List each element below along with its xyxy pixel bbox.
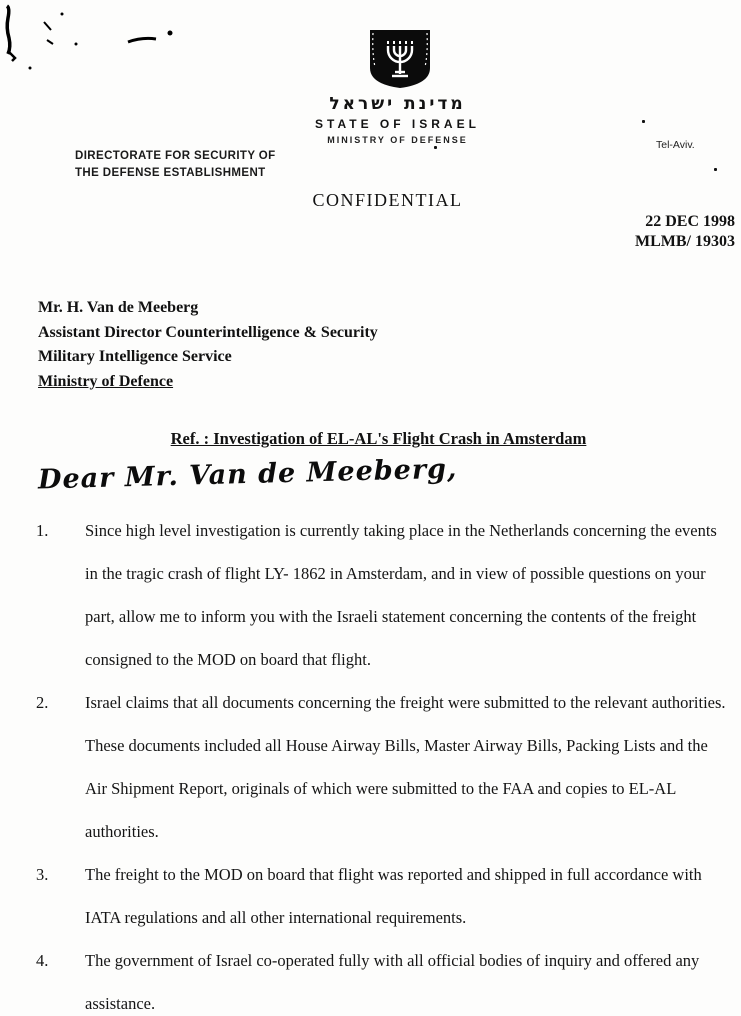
ministry-of-defense-line: MINISTRY OF DEFENSE (327, 135, 468, 145)
paragraph-4 (33, 939, 730, 1016)
addressee-title: Assistant Director Counterintelligence & Security (38, 323, 378, 341)
classification-label: CONFIDENTIAL (312, 190, 463, 210)
israel-menorah-emblem-icon (366, 26, 434, 97)
paragraph-1 (33, 509, 730, 681)
letter-date: 22 DEC 1998 (645, 213, 735, 230)
state-of-israel-line: STATE OF ISRAEL (315, 117, 480, 131)
directorate-line-1: DIRECTORATE FOR SECURITY OF (75, 150, 276, 162)
directorate-block (75, 148, 276, 182)
handwritten-salutation: Dear Mr. Van de Meeberg, (37, 453, 458, 496)
reference-number: MLMB/ 19303 (635, 233, 735, 250)
subject-line: Ref. : Investigation of EL-AL's Flight Crash in Amsterdam (170, 429, 587, 448)
paragraph-text: Israel claims that all documents concerning the freight were submitted to the relevant authorities. These documents included all House Airway Bills, Master Airway Bills, Packing Lists and the Air Shipment Report, originals of which were submitted to the FAA and copies to EL-AL authorities. (85, 693, 726, 841)
paragraph-number: 3. (36, 865, 49, 884)
paragraph-2 (33, 681, 730, 853)
paragraph-text: The freight to the MOD on board that flight was reported and shipped in full accordance with IATA regulations and all other international requirements. (85, 865, 702, 927)
addressee-org: Military Intelligence Service (38, 348, 232, 365)
paragraph-text: Since high level investigation is currently taking place in the Netherlands concerning the events in the tragic crash of flight LY- 1862 in Amsterdam, and in view of possible questions on your part, allow me to inform you with the Israeli statement concerning the contents of the freight consigned to the MOD on board that flight. (85, 521, 717, 669)
hebrew-state-title: מדינת ישראל (329, 94, 466, 114)
paragraph-number: 4. (36, 951, 49, 970)
scribble-marks-icon (0, 0, 210, 80)
scan-artifacts (0, 0, 210, 85)
paragraph-text: The government of Israel co-operated fully with all official bodies of inquiry and offered any assistance. (85, 951, 700, 1013)
paragraph-number: 1. (36, 521, 49, 540)
scan-speck (714, 168, 717, 171)
directorate-line-2: THE DEFENSE ESTABLISHMENT (75, 167, 266, 179)
date-reference-block (635, 212, 735, 252)
addressee-block (38, 296, 378, 394)
scan-speck (434, 146, 437, 149)
letter-body (33, 509, 730, 1016)
letterhead (27, 94, 741, 145)
addressee-name: Mr. H. Van de Meeberg (38, 299, 199, 316)
city-label: Tel-Aviv. (656, 139, 695, 151)
paragraph-3 (33, 853, 730, 939)
paragraph-number: 2. (36, 693, 49, 712)
addressee-ministry: Ministry of Defence (38, 372, 174, 390)
